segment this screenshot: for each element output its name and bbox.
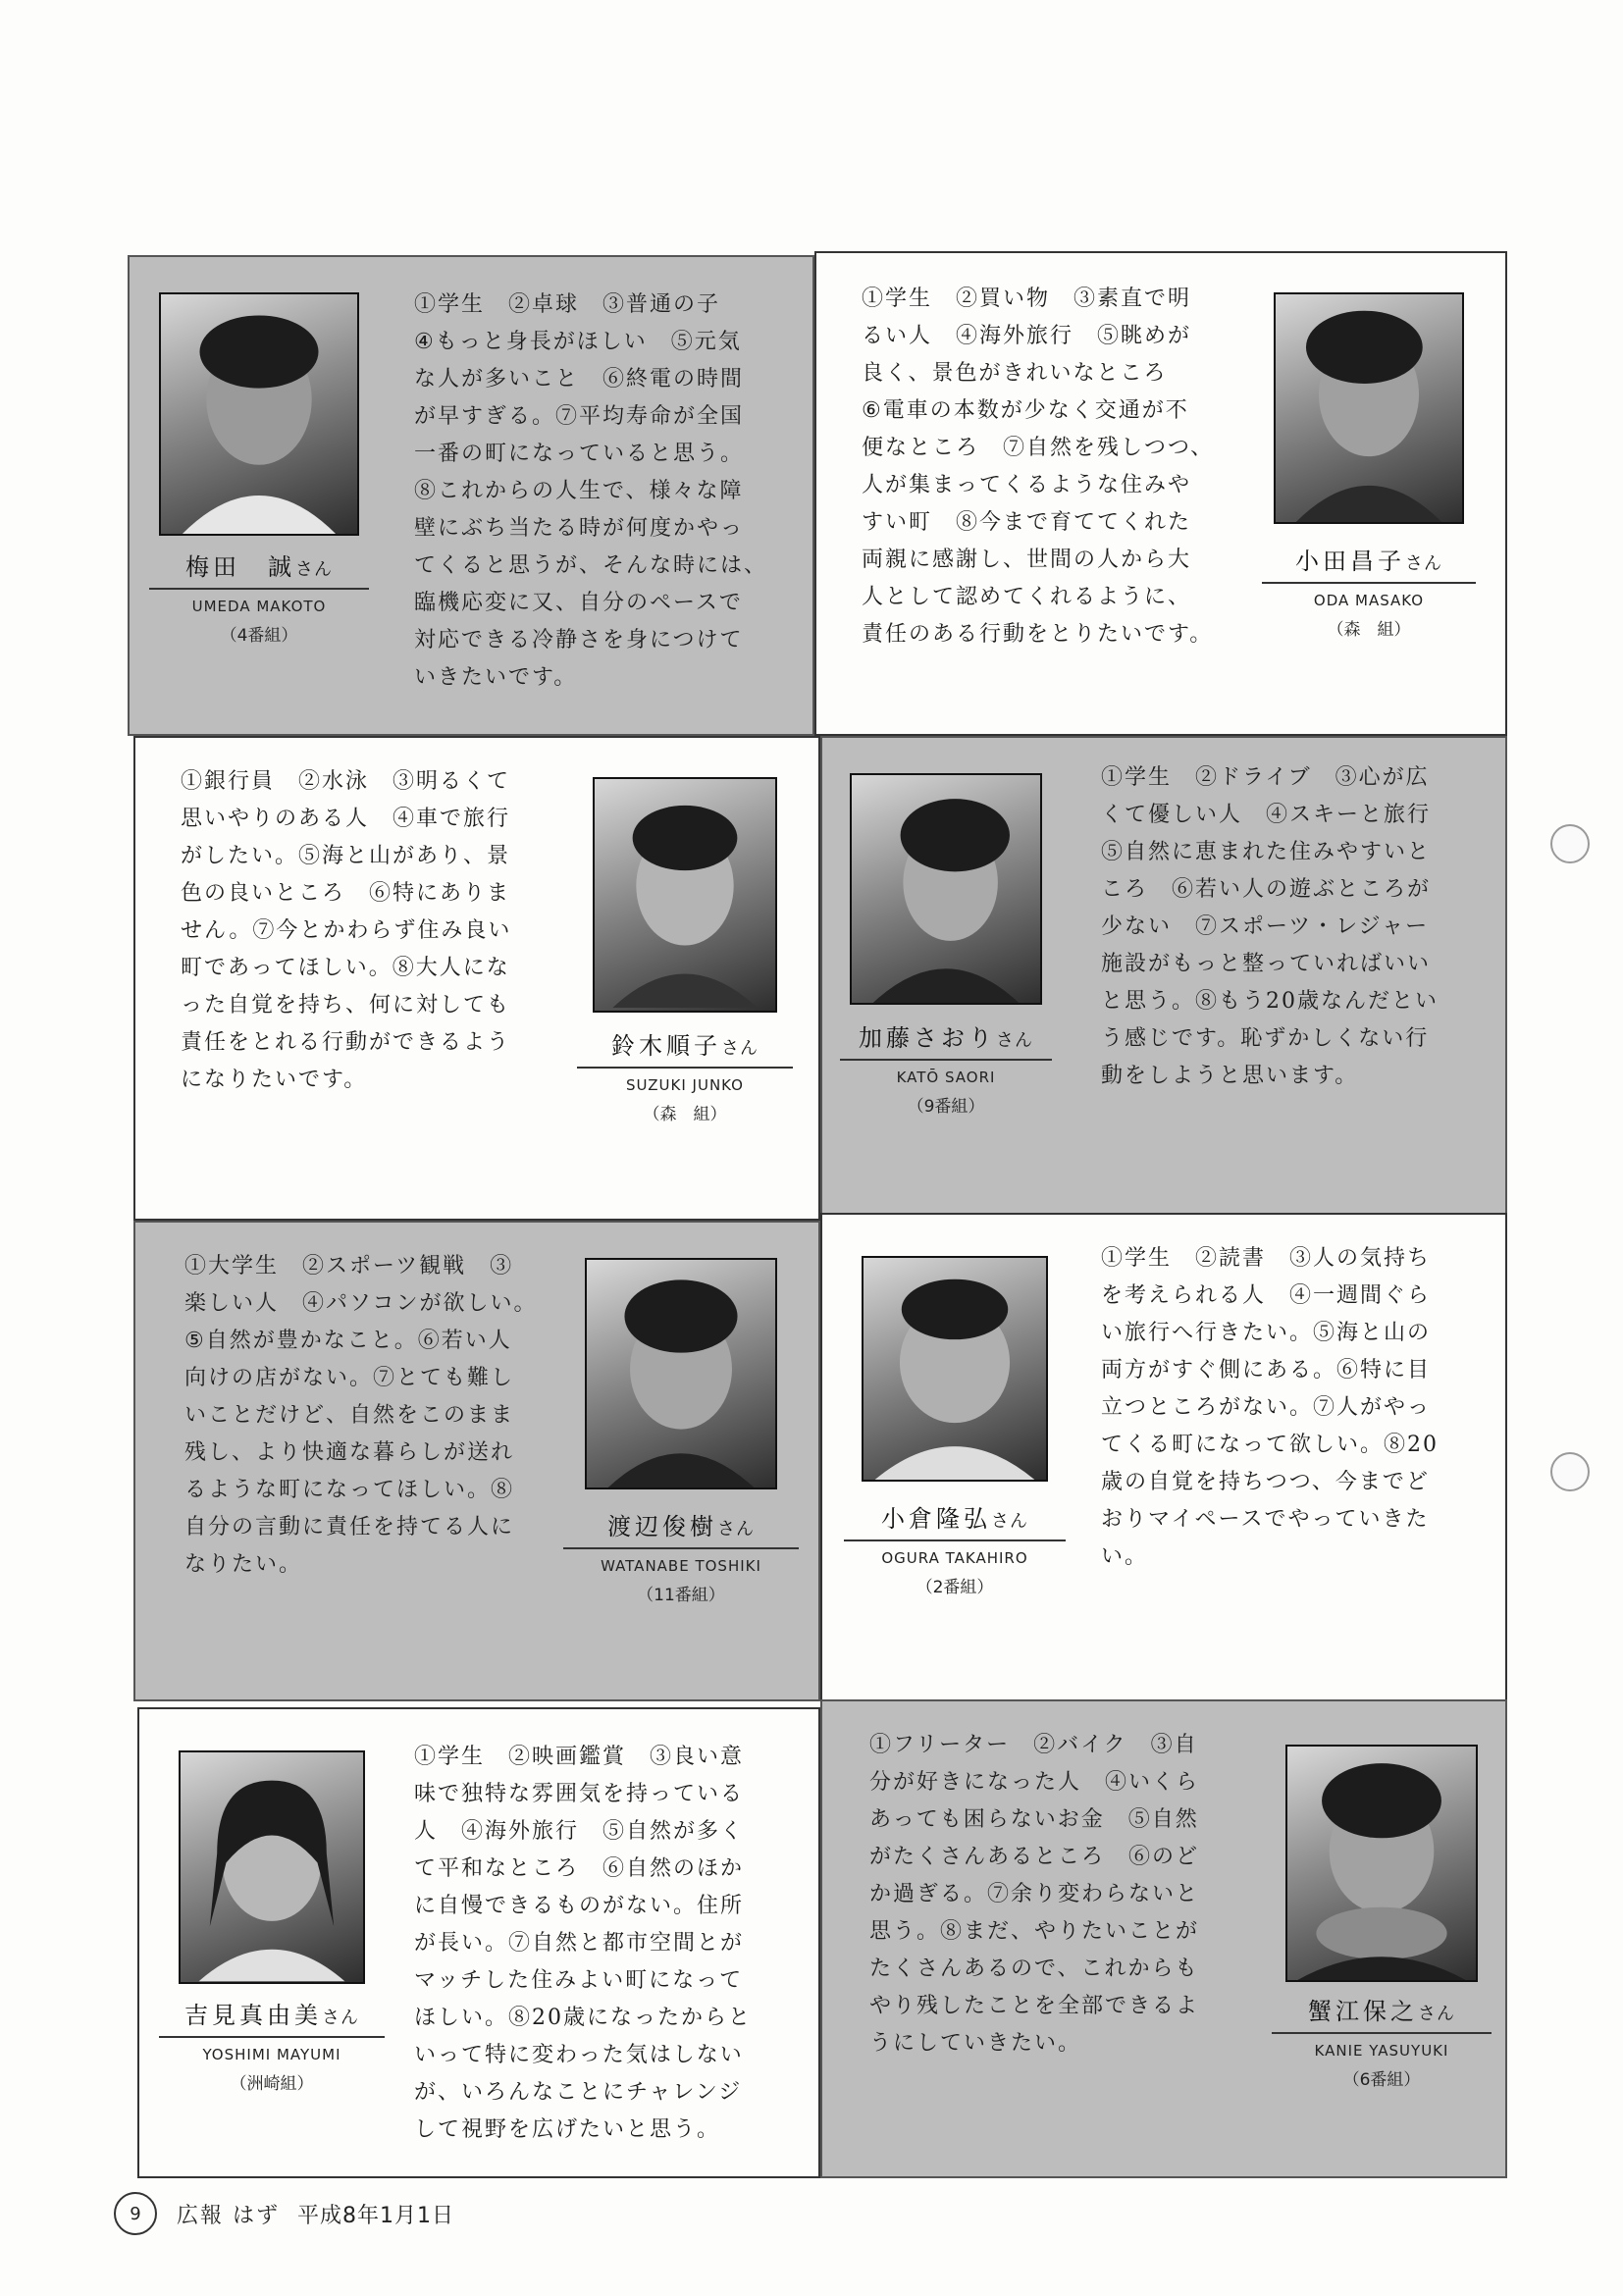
- honorific: さん: [717, 1519, 755, 1539]
- person-group: （4番組）: [220, 626, 298, 646]
- honorific: さん: [991, 1511, 1028, 1532]
- answer-text: ①フリーター ②バイク ③自 分が好きになった人 ④いくら あっても困らないお金 ⑤自然 がたくさんあるところ ⑥のど か過ぎる。⑦余り変わらないと 思う。⑧まだ、やりたいことが たくさんあるので、これからも やり残したことを全部できるよ うにしていきたい。: [869, 1733, 1200, 2056]
- page-number: 9: [114, 2192, 157, 2235]
- punch-hole: [1550, 1452, 1590, 1491]
- person-caption: [844, 1499, 1066, 1597]
- person-group: （森 組）: [1327, 620, 1411, 640]
- person-caption: [563, 1507, 799, 1605]
- profile-card-yoshimi: [137, 1707, 820, 2178]
- answer-text: ①学生 ②読書 ③人の気持ち を考えられる人 ④一週間ぐら い旅行へ行きたい。⑤海と山の 両方がすぐ側にある。⑥特に目 立つところがない。⑦人がやっ てくる町になって欲しい。⑧20 歳の自覚を持ちつつ、今までど おりマイペースでやっていきた い。: [1101, 1246, 1439, 1569]
- person-caption: [1262, 542, 1476, 640]
- profile-card-ogura: [820, 1213, 1507, 1701]
- answer-text: ①大学生 ②スポーツ観戦 ③ 楽しい人 ④パソコンが欲しい。 ⑤自然が豊かなこと。⑥若い人 向けの店がない。⑦とても難し いことだけど、自然をこのまま 残し、より快適な暮らしが送れ るような町になってほしい。⑧ 自分の言動に責任を持てる人に なりたい。: [184, 1254, 538, 1577]
- person-caption: [577, 1026, 793, 1124]
- person-name: 加藤さおり: [859, 1024, 996, 1052]
- profile-card-oda: [814, 251, 1507, 736]
- portrait-photo: [862, 1256, 1048, 1482]
- person-name: 鈴木順子: [611, 1032, 721, 1060]
- person-caption: [159, 1996, 385, 2094]
- honorific: さん: [322, 2008, 359, 2028]
- portrait-photo: [585, 1258, 777, 1489]
- answer-text: ①銀行員 ②水泳 ③明るくて 思いやりのある人 ④車で旅行 がしたい。⑤海と山があり、景 色の良いところ ⑥特にありま せん。⑦今とかわらず住み良い 町であってほしい。⑧大人にな った自覚を持ち、何に対しても 責任をとれる行動ができるよう になりたいです。: [181, 769, 512, 1092]
- answer-text: ①学生 ②映画鑑賞 ③良い意 味で独特な雰囲気を持っている 人 ④海外旅行 ⑤自然が多く て平和なところ ⑥自然のほか に自慢できるものがない。住所 が長い。⑦自然と都市空間とが マッチした住みよい町になって ほしい。⑧20歳になったからと いって特に変わった気はしない が、いろんなことにチャレンジ して視野を広げたいと思う。: [414, 1745, 752, 2142]
- person-group: （6番組）: [1342, 2070, 1421, 2090]
- person-romaji: ODA MASAKO: [1313, 592, 1425, 609]
- person-romaji: UMEDA MAKOTO: [191, 598, 327, 615]
- portrait-photo: [1285, 1745, 1478, 1982]
- person-name: 渡辺俊樹: [607, 1513, 717, 1540]
- person-caption: [1272, 1992, 1492, 2090]
- person-name: 吉見真由美: [184, 2002, 322, 2029]
- person-name: 小倉隆弘: [881, 1505, 991, 1533]
- profile-card-umeda: [128, 255, 814, 736]
- answer-text: ①学生 ②ドライブ ③心が広 くて優しい人 ④スキーと旅行 ⑤自然に恵まれた住みやすいと ころ ⑥若い人の遊ぶところが 少ない ⑦スポーツ・レジャー 施設がもっと整っていればいい と思う。⑧もう20歳なんだとい う感じです。恥ずかしくない行 動をしようと思います。: [1101, 765, 1439, 1088]
- person-group: （2番組）: [916, 1578, 994, 1597]
- page-footer: [114, 2194, 454, 2233]
- profile-card-kato: [820, 736, 1507, 1221]
- person-romaji: YOSHIMI MAYUMI: [202, 2046, 341, 2063]
- portrait-photo: [1274, 292, 1464, 524]
- honorific: さん: [996, 1030, 1033, 1051]
- publication-date: 平成8年1月1日: [297, 2203, 454, 2228]
- profile-card-suzuki: [133, 736, 820, 1221]
- answer-text: ①学生 ②買い物 ③素直で明 るい人 ④海外旅行 ⑤眺めが 良く、景色がきれいなところ ⑥電車の本数が少なく交通が不 便なところ ⑦自然を残しつつ、 人が集まってくるような住みや すい町 ⑧今まで育ててくれた 両親に感謝し、世間の人から大 人として認めてくれるように、 責任のある行動をとりたいです。: [862, 287, 1215, 647]
- honorific: さん: [1418, 2004, 1455, 2024]
- person-name: 小田昌子: [1295, 548, 1405, 575]
- portrait-photo: [593, 777, 777, 1013]
- person-romaji: KANIE YASUYUKI: [1314, 2042, 1449, 2060]
- publication-name: 広報 はず: [177, 2203, 280, 2228]
- person-romaji: KATŌ SAORI: [896, 1069, 996, 1086]
- person-group: （森 組）: [643, 1105, 727, 1124]
- portrait-photo: [179, 1750, 365, 1984]
- honorific: さん: [721, 1038, 759, 1059]
- person-caption: [840, 1018, 1052, 1117]
- honorific: さん: [295, 559, 333, 580]
- punch-hole: [1550, 824, 1590, 863]
- profile-card-kanie: [820, 1699, 1507, 2178]
- person-group: （9番組）: [907, 1097, 985, 1117]
- person-group: （11番組）: [637, 1586, 725, 1605]
- answer-text: ①学生 ②卓球 ③普通の子 ④もっと身長がほしい ⑤元気 な人が多いこと ⑥終電の時間 が早すぎる。⑦平均寿命が全国 一番の町になっていると思う。 ⑧これからの人生で、様々な障 壁にぶち当たる時が何度かやっ てくると思うが、そんな時には、 臨機応変に又、自分のペースで 対応できる冷静さを身につけて いきたいです。: [414, 292, 768, 690]
- person-caption: [149, 548, 369, 646]
- honorific: さん: [1405, 553, 1442, 574]
- portrait-photo: [850, 773, 1042, 1005]
- person-romaji: SUZUKI JUNKO: [626, 1076, 744, 1094]
- person-group: （洲崎組）: [230, 2074, 314, 2094]
- person-romaji: WATANABE TOSHIKI: [601, 1557, 761, 1575]
- profile-card-watanabe: [133, 1221, 820, 1701]
- person-name: 梅田 誠: [185, 553, 295, 581]
- person-name: 蟹江保之: [1308, 1998, 1418, 2025]
- person-romaji: OGURA TAKAHIRO: [881, 1549, 1028, 1567]
- portrait-photo: [159, 292, 359, 536]
